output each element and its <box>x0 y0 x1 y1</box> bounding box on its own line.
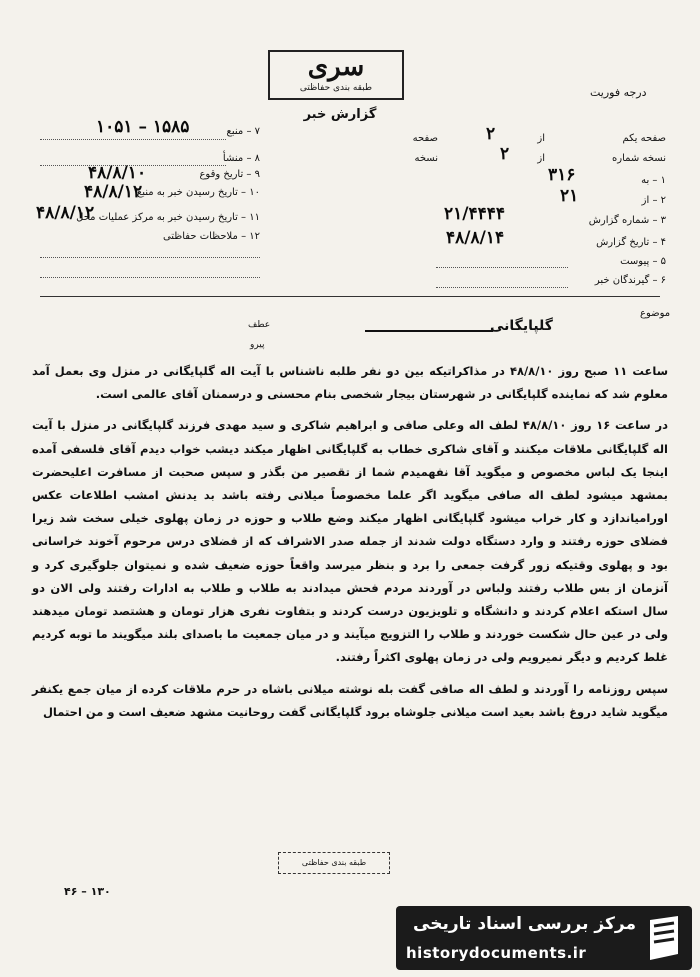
priority-label: درجه فوریت <box>590 86 647 99</box>
field-page-label: صفحه یکم <box>622 133 666 144</box>
field-received-source-label: ۱۰ – تاریخ رسیدن خبر به منبع <box>136 187 260 198</box>
field-page-suffix: صفحه <box>412 133 438 144</box>
dotted-line <box>40 276 260 278</box>
field-report-date-label: ۴ – تاریخ گزارش <box>596 237 666 248</box>
field-origin-label: ۸ – منشأ <box>222 153 260 164</box>
field-recipients-label: ۶ – گیرندگان خبر <box>594 275 666 286</box>
subject-label: موضوع <box>640 308 671 319</box>
dotted-line <box>436 286 568 288</box>
footer-classification-stamp: طبقه بندی حفاظتی <box>278 852 390 874</box>
archive-watermark <box>396 906 692 970</box>
field-occurrence-date-label: ۹ – تاریخ وقوع <box>199 169 260 180</box>
report-body <box>32 360 668 724</box>
field-source-value: ۱۰۵۱ – ۱۵۸۵ <box>96 117 190 137</box>
field-report-number-label: ۳ – شماره گزارش <box>588 215 666 226</box>
field-report-number-value: ۲۱/۴۴۴۴ <box>444 204 505 224</box>
field-page-value: ۲ <box>486 124 496 144</box>
body-paragraph: ساعت ۱۱ صبح روز ۴۸/۸/۱۰ در مذاکراتیکه بین دو نفر طلبه ناشناس با آیت اله گلپایگانی در منزل وی بعمل آمد معلوم شد که نماینده گلپایگانی در شهرستان بیجار شخصی بنام محسنی و درسمنان آقای عالمی است. <box>32 364 668 402</box>
dotted-line <box>40 138 226 140</box>
classification-text: سری <box>307 52 365 82</box>
follow-up-label: پیرو <box>250 340 265 350</box>
field-copy-mid: از <box>537 153 545 164</box>
field-report-date-value: ۴۸/۸/۱۴ <box>446 228 505 248</box>
field-to-value: ۳۱۶ <box>548 165 576 185</box>
field-from-value: ۲۱ <box>560 186 579 206</box>
body-paragraph: سپس روزنامه را آوردند و لطف اله صافی گفت بله نوشته میلانی باشاه در حرم ملاقات کرده از میان جمع یکنفر میگوید شاید دروغ باشد بعید است میلانی جلوشاه برود گلپایگانی گفت روحانیت مشهد ضعیف است و من احتمال <box>32 681 668 719</box>
watermark-title: مرکز بررسی اسناد تاریخی <box>413 914 636 934</box>
body-paragraph: در ساعت ۱۶ روز ۴۸/۸/۱۰ لطف اله وعلی صافی و ابراهیم شاکری و سید مهدی فرزند گلپایگانی در منزل با آیت اله گلپایگانی ملاقات میکنند و آقای شاکری خطاب به گلپایگانی اظهار میکند دیشب خواب دیدم آقای فلسفی آمده اینجا یک لباس مخصوص و میگوید آقا نفهمیدم شما از تقصیر من بگذر و سپس صحبت از مسافرت اعلیحضرت بمشهد میشود لطف اله صافی میگوید اگر علما مخصوصاً میلانی رفته باشد بد یدنش امشب اطلاعات عکس اورامیاندازد و کار خراب میشود گلپایگانی اظهار میکند وضع طلاب و حوزه در زمان پهلوی خیلی سخت شد زیرا فضلای حوزه رفتند و وارد دستگاه دولت شدند از جمله صدر الاشراف که از فضلای درس مرحوم آخوند خراسانی بود و پهلوی وقتیکه زور گرفت جمعی را برد و بنظر میرسد واقعاً حوزه ضعیف شده و نمیتوان جلوگیری کرد و آنزمان از بس طلاب رفتند ولباس در آوردند مردم فحش میدادند به طلاب و طلاب به ادارات رفتند ولی الان دو سال استکه اعلام کردند و دانشگاه و تلویزیون درست کردند و بتفاوت نفری هزار تومان و هشتصد تومان میدهند ولی در عین حال شکست خوردند و طلاب را التزویج میآیند و در میان جمعیت ما باصدای بلند میگویند ما توبه کردیم غلط کردیم و دیگر نمیرویم ولی در زمان پهلوی اکثراً رفتند. <box>32 418 668 665</box>
reference-label: عطف <box>248 320 271 330</box>
field-copy-value: ۲ <box>500 144 510 164</box>
field-attachment-label: ۵ – پیوست <box>620 256 666 267</box>
subject-underline <box>365 330 493 332</box>
field-to-label: ۱ – به <box>641 175 666 186</box>
header-separator <box>40 296 660 297</box>
classification-stamp <box>268 50 404 100</box>
dotted-line <box>436 266 568 268</box>
watermark-url: historydocuments.ir <box>406 944 587 962</box>
page-number: ۱۳۰ – ۴۶ <box>64 885 111 898</box>
book-logo-icon <box>644 914 684 962</box>
subject-value: گلپایگانی <box>490 318 553 334</box>
field-occurrence-date-value: ۴۸/۸/۱۰ <box>88 163 147 183</box>
field-copy-suffix: نسخه <box>414 153 438 164</box>
field-copy-label: نسخه شماره <box>612 153 666 164</box>
field-page-mid: از <box>537 133 545 144</box>
field-source-label: ۷ – منبع <box>226 126 260 137</box>
dotted-line <box>40 256 260 258</box>
field-from-label: ۲ – از <box>641 195 666 206</box>
report-title: گزارش خبر <box>303 107 377 122</box>
field-security-notes-label: ۱۲ – ملاحظات حفاظتی <box>162 231 260 242</box>
field-received-source-value: ۴۸/۸/۱۲ <box>84 182 143 202</box>
field-received-center-label: ۱۱ – تاریخ رسیدن خبر به مرکز عملیات محل <box>76 212 260 223</box>
field-received-center-value: ۴۸/۸/۱۲ <box>36 203 95 223</box>
classification-subtitle: طبقه بندی حفاظتی <box>299 83 373 93</box>
